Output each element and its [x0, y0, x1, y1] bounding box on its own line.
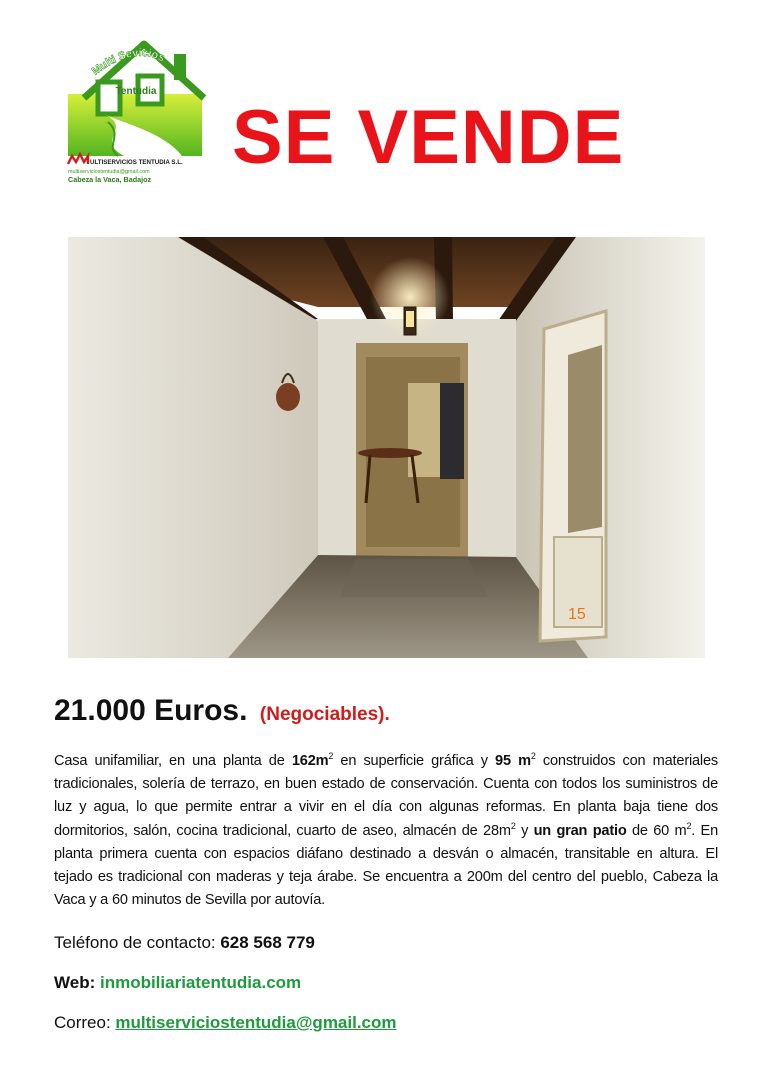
contact-phone-line: [54, 934, 315, 951]
phone-label: Teléfono de contacto:: [54, 933, 221, 952]
desc-text: . En planta primera cuenta con espacios diáfano destinado a desván o almacén, transitable en altura. El tejado es tradicional con maderas y teja árabe. Se encuentra a 200m del centro del pueblo, Cabeza la Vaca y a 60 minutos de Sevilla por autovía.: [54, 822, 718, 909]
contact-web-line: [54, 974, 301, 991]
web-link[interactable]: inmobiliariatentudia.com: [99, 973, 302, 992]
desc-text: de 60 m: [626, 822, 687, 839]
desc-text: Casa unifamiliar, en una planta de: [54, 753, 292, 769]
property-description: [54, 750, 718, 912]
logo-company: ULTISERVICIOS TENTUDIA S.L.: [90, 159, 183, 166]
headline: SE VENDE: [232, 95, 625, 180]
desc-text: y: [515, 822, 534, 839]
price-line: [54, 696, 390, 726]
logo-arc-text: Multi Sevicios: [89, 46, 167, 78]
property-photo: [68, 237, 705, 658]
desc-text: construidos con materiales tradicionales, solería de terrazo, en buen estado de conservación. Cuenta con todos los suministros de luz y agua, lo que permite entrar a vivir en el día con algunas reformas. En planta baja tiene dos dormitorios, salón, cocina tradicional, cuarto de aseo, almacén de 28m: [54, 753, 718, 839]
price-note: (Negociables).: [259, 704, 390, 725]
email-link[interactable]: multiserviciostentudia@gmail.com: [115, 1013, 397, 1032]
logo-email: multiserviciostentudia@gmail.com: [68, 169, 150, 175]
logo-name: Tentudia: [115, 86, 157, 97]
desc-text: en superficie gráfica y: [333, 753, 496, 769]
price-amount: 21.000 Euros.: [54, 694, 248, 727]
contact-email-line: [54, 1014, 397, 1031]
photo-timestamp: 15: [568, 606, 586, 623]
desc-built-area: 95 m: [495, 753, 531, 769]
company-logo: [64, 36, 208, 186]
email-label: Correo:: [54, 1013, 116, 1032]
desc-plot-area: 162m: [291, 753, 329, 769]
desc-sup: 2: [328, 751, 334, 762]
desc-patio: un gran patio: [533, 822, 627, 839]
desc-sup: 2: [686, 820, 692, 831]
web-label: Web:: [54, 973, 100, 992]
phone-number[interactable]: 628 568 779: [220, 933, 315, 952]
desc-sup: 2: [510, 820, 516, 831]
desc-sup: 2: [530, 751, 536, 762]
logo-location: Cabeza la Vaca, Badajoz: [68, 175, 152, 184]
